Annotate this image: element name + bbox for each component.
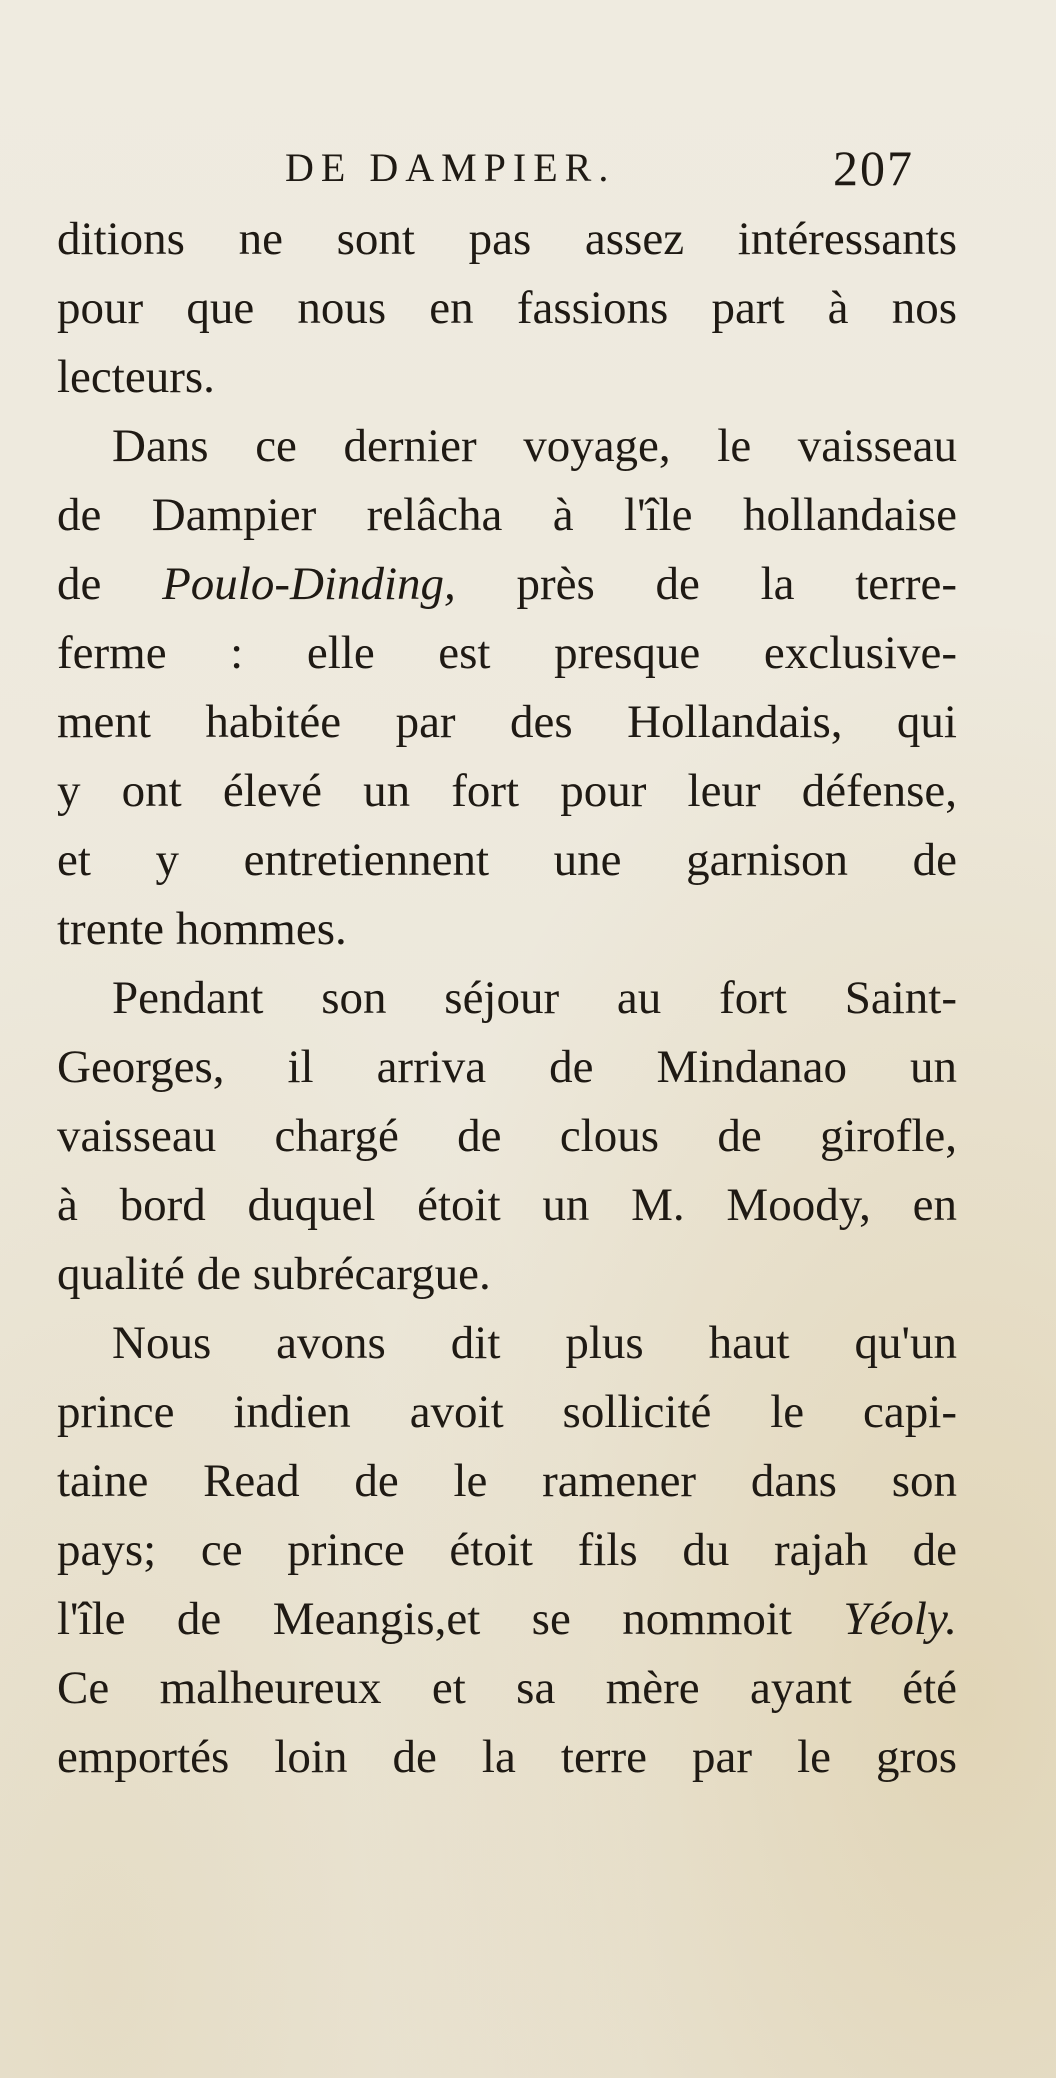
running-head: DE DAMPIER. (285, 145, 616, 190)
text-segment: de (57, 558, 163, 610)
text-line (57, 550, 957, 619)
text-line: ferme : elle est presque exclusive- (57, 627, 957, 679)
text-line: Georges, il arriva de Mindanao un (57, 1041, 957, 1093)
text-segment: l'île de Meangis,et se nommoit (57, 1593, 844, 1645)
person-name-italic: Yéoly. (843, 1593, 957, 1645)
text-line: ditions ne sont pas assez intéressants (57, 213, 957, 265)
text-line: vaisseau chargé de clous de girofle, (57, 1110, 957, 1162)
text-line: ment habitée par des Hollandais, qui (57, 696, 957, 748)
text-line: lecteurs. (57, 351, 215, 403)
text-line: qualité de subrécargue. (57, 1248, 491, 1300)
body-text (57, 205, 957, 1792)
text-line: de Dampier relâcha à l'île hollandaise (57, 489, 957, 541)
text-line: pour que nous en fassions part à nos (57, 282, 957, 334)
text-line: Pendant son séjour au fort Saint- (112, 972, 957, 1024)
page-number: 207 (833, 140, 914, 196)
text-line: Ce malheureux et sa mère ayant été (57, 1662, 957, 1714)
text-line: pays; ce prince étoit fils du rajah de (57, 1524, 957, 1576)
text-line: trente hommes. (57, 903, 347, 955)
text-line: taine Read de le ramener dans son (57, 1455, 957, 1507)
text-line: y ont élevé un fort pour leur défense, (57, 765, 957, 817)
place-name-italic: Poulo-Dinding, (162, 558, 456, 610)
text-line: Dans ce dernier voyage, le vaisseau (112, 420, 957, 472)
text-line: emportés loin de la terre par le gros (57, 1731, 957, 1783)
text-line: et y entretiennent une garnison de (57, 834, 957, 886)
page-header (0, 138, 1056, 198)
text-line: Nous avons dit plus haut qu'un (112, 1317, 957, 1369)
text-line: à bord duquel étoit un M. Moody, en (57, 1179, 957, 1231)
text-line (57, 1585, 957, 1654)
text-line: prince indien avoit sollicité le capi- (57, 1386, 957, 1438)
text-segment: près de la terre- (455, 558, 957, 610)
